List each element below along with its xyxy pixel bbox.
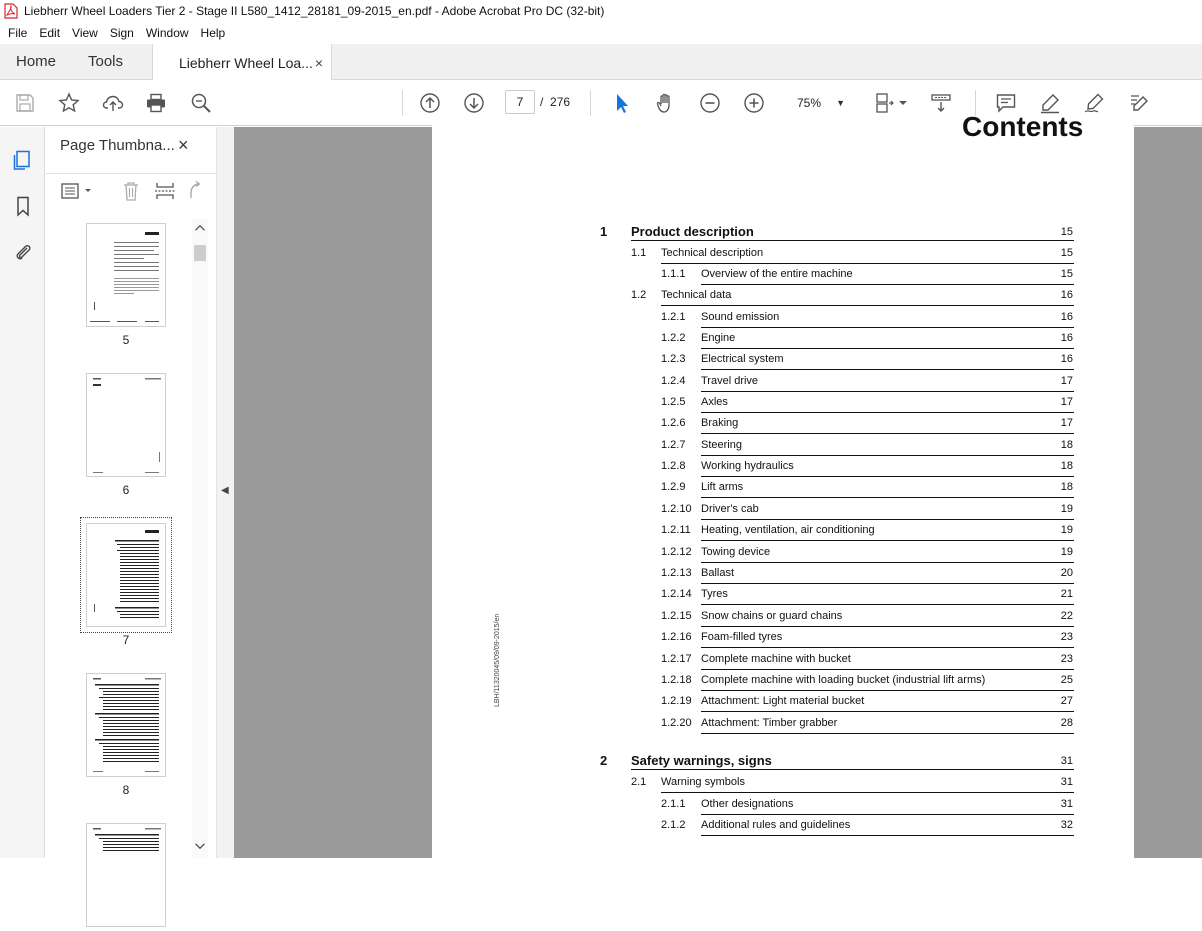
toolbar-divider xyxy=(590,90,591,116)
toc-number: 1.2.5 xyxy=(661,396,686,408)
delete-page-icon[interactable] xyxy=(120,180,142,202)
toc-page-number: 31 xyxy=(1060,798,1073,810)
tab-document[interactable] xyxy=(152,44,332,81)
page-separator: / xyxy=(540,95,544,109)
scrollbar-thumb[interactable] xyxy=(194,245,206,261)
toc-title: Foam-filled tyres xyxy=(701,631,1074,648)
toc-entry[interactable] xyxy=(432,287,1134,307)
toc-title: Attachment: Light material bucket xyxy=(701,695,1074,712)
toc-title: Engine xyxy=(701,332,1074,349)
toc-number: 1.2.3 xyxy=(661,353,686,365)
thumbnail-label: 5 xyxy=(122,333,130,347)
close-panel-icon[interactable]: × xyxy=(178,135,189,155)
toc-page-number: 19 xyxy=(1060,503,1073,515)
toc-number: 1.2.20 xyxy=(661,717,692,729)
toc-number: 1.2.14 xyxy=(661,588,692,600)
toc-entry[interactable] xyxy=(432,544,1134,564)
toc-title: Heating, ventilation, air conditioning xyxy=(701,524,1074,541)
toc-title: Snow chains or guard chains xyxy=(701,610,1074,627)
save-icon[interactable] xyxy=(12,90,38,116)
tab-bar xyxy=(0,44,1202,80)
toc-entry[interactable] xyxy=(432,394,1134,414)
zoom-search-icon[interactable] xyxy=(188,90,214,116)
toc-title: Sound emission xyxy=(701,311,1074,328)
sign-pen-icon[interactable] xyxy=(1081,90,1107,116)
toc-page-number: 16 xyxy=(1060,311,1073,323)
toc-title: Steering xyxy=(701,439,1074,456)
chevron-down-icon: ▼ xyxy=(836,98,845,108)
document-code: LBH/11320045/09/09-2015/en xyxy=(494,613,501,707)
select-cursor-icon[interactable] xyxy=(609,90,635,116)
toc-title: Technical data xyxy=(661,289,1074,306)
thumbnails-panel-title: Page Thumbna... xyxy=(60,137,175,154)
page-fit-icon[interactable] xyxy=(872,90,898,116)
toc-page-number: 16 xyxy=(1060,353,1073,365)
tab-tools[interactable]: Tools xyxy=(88,53,124,70)
toc-number: 1.2.9 xyxy=(661,481,686,493)
toc-entry[interactable] xyxy=(432,522,1134,542)
title-bar xyxy=(0,0,1202,22)
page-heading: Contents xyxy=(962,111,1084,142)
toc-entry[interactable] xyxy=(432,415,1134,435)
toc-entry[interactable] xyxy=(432,373,1134,393)
upload-cloud-icon[interactable] xyxy=(100,90,126,116)
toc-title: Electrical system xyxy=(701,353,1074,370)
toc-entry[interactable] xyxy=(432,458,1134,478)
toc-page-number: 17 xyxy=(1060,417,1073,429)
toolbar-divider xyxy=(402,90,403,116)
toc-title: Complete machine with bucket xyxy=(701,653,1074,670)
toc-page-number: 20 xyxy=(1060,567,1073,579)
page-thumbnail[interactable] xyxy=(86,673,166,777)
page-thumbnail-selected[interactable] xyxy=(86,523,166,627)
toc-page-number: 17 xyxy=(1060,396,1073,408)
toc-entry[interactable] xyxy=(432,479,1134,499)
collapse-left-icon[interactable]: ◀ xyxy=(221,485,229,496)
toc-entry[interactable] xyxy=(432,715,1134,735)
toc-number: 1.2.6 xyxy=(661,417,686,429)
toc-page-number: 23 xyxy=(1060,631,1073,643)
toc-number: 1.2.16 xyxy=(661,631,692,643)
toc-title: Axles xyxy=(701,396,1074,413)
thumbnail-label: 7 xyxy=(122,633,130,647)
thumbnail-options-icon[interactable] xyxy=(60,180,94,202)
toc-title: Complete machine with loading bucket (industrial lift arms) xyxy=(701,674,1074,691)
toc-page-number: 16 xyxy=(1060,289,1073,301)
toc-title: Other designations xyxy=(701,798,1074,815)
toc-page-number: 19 xyxy=(1060,524,1073,536)
toc-title: Travel drive xyxy=(701,375,1074,392)
toc-number: 1 xyxy=(600,224,608,239)
page-thumbnails-icon[interactable] xyxy=(10,147,36,173)
scroll-down-icon[interactable] xyxy=(194,841,206,851)
menu-help[interactable]: Help xyxy=(200,26,226,40)
previous-page-icon[interactable] xyxy=(417,90,443,116)
menu-edit[interactable]: Edit xyxy=(39,26,61,40)
toc-page-number: 23 xyxy=(1060,653,1073,665)
tab-home[interactable]: Home xyxy=(16,53,57,70)
toc-number: 1.2.4 xyxy=(661,375,686,387)
total-pages: 276 xyxy=(550,95,571,109)
toc-number: 2.1 xyxy=(631,776,647,788)
toc-number: 1.2.7 xyxy=(661,439,686,451)
thumbnail-label: 6 xyxy=(122,483,130,497)
toc-page-number: 27 xyxy=(1060,695,1073,707)
toc-entry[interactable] xyxy=(432,245,1134,265)
acrobat-pdf-icon xyxy=(4,3,18,19)
toc-title: Attachment: Timber grabber xyxy=(701,717,1074,734)
toc-entry[interactable] xyxy=(432,565,1134,585)
page-thumbnail[interactable] xyxy=(86,823,166,927)
toc-number: 1.2.8 xyxy=(661,460,686,472)
toc-number: 1.2 xyxy=(631,289,647,301)
toc-entry[interactable] xyxy=(432,629,1134,649)
toc-title: Tyres xyxy=(701,588,1074,605)
page-thumbnail[interactable] xyxy=(86,373,166,477)
toc-title: Working hydraulics xyxy=(701,460,1074,477)
page-number-input[interactable]: 7 xyxy=(505,90,535,114)
bookmark-star-icon[interactable] xyxy=(56,90,82,116)
hand-tool-icon[interactable] xyxy=(653,90,679,116)
toc-entry[interactable] xyxy=(432,437,1134,457)
toc-number: 2.1.2 xyxy=(661,819,686,831)
toc-number: 1.2.12 xyxy=(661,546,692,558)
toc-page-number: 15 xyxy=(1060,268,1073,280)
toc-entry[interactable] xyxy=(432,224,1134,244)
toc-page-number: 18 xyxy=(1060,439,1073,451)
toc-entry[interactable] xyxy=(432,817,1134,837)
toc-page-number: 21 xyxy=(1060,588,1073,600)
toc-number: 1.2.1 xyxy=(661,311,686,323)
toc-title: Ballast xyxy=(701,567,1074,584)
toc-page-number: 28 xyxy=(1060,717,1073,729)
thumbnail-list xyxy=(46,219,194,858)
scroll-up-icon[interactable] xyxy=(194,223,206,233)
toc-entry[interactable] xyxy=(432,753,1134,773)
toc-title: Lift arms xyxy=(701,481,1074,498)
menu-view[interactable]: View xyxy=(72,26,98,40)
zoom-in-icon[interactable] xyxy=(741,90,767,116)
toc-title: Towing device xyxy=(701,546,1074,563)
toc-page-number: 18 xyxy=(1060,481,1073,493)
toc-entry[interactable] xyxy=(432,774,1134,794)
toc-entry[interactable] xyxy=(432,266,1134,286)
toc-title: Overview of the entire machine xyxy=(701,268,1074,285)
toc-entry[interactable] xyxy=(432,309,1134,329)
toc-entry[interactable] xyxy=(432,330,1134,350)
toc-entry[interactable] xyxy=(432,796,1134,816)
toc-number: 2 xyxy=(600,753,608,768)
toc-page-number: 32 xyxy=(1060,819,1073,831)
attachments-paperclip-icon[interactable] xyxy=(10,239,36,265)
close-tab-icon[interactable]: × xyxy=(314,54,323,71)
page-thumbnail[interactable] xyxy=(86,223,166,327)
thumbnails-toolbar xyxy=(46,173,216,207)
menu-window[interactable]: Window xyxy=(145,26,189,40)
toc-page-number: 15 xyxy=(1060,247,1073,259)
toc-title: Technical description xyxy=(661,247,1074,264)
toc-number: 1.2.10 xyxy=(661,503,692,515)
menu-sign[interactable]: Sign xyxy=(109,26,134,40)
toc-entry[interactable] xyxy=(432,586,1134,606)
thumbnails-panel xyxy=(46,127,216,858)
toc-title: Driver's cab xyxy=(701,503,1074,520)
toc-number: 1.2.15 xyxy=(661,610,692,622)
toc-entry[interactable] xyxy=(432,672,1134,692)
navigation-rail xyxy=(0,127,45,858)
toc-page-number: 17 xyxy=(1060,375,1073,387)
edit-pdf-icon[interactable] xyxy=(1125,90,1151,116)
toc-title: Warning symbols xyxy=(661,776,1074,793)
zoom-out-icon[interactable] xyxy=(697,90,723,116)
bookmarks-icon[interactable] xyxy=(10,193,36,219)
toc-title: Safety warnings, signs xyxy=(631,753,1074,770)
toc-title: Product description xyxy=(631,224,1074,241)
toc-entry[interactable] xyxy=(432,693,1134,713)
toc-title: Braking xyxy=(701,417,1074,434)
toc-page-number: 22 xyxy=(1060,610,1073,622)
toc-entry[interactable] xyxy=(432,501,1134,521)
pdf-page xyxy=(432,111,1134,877)
insert-page-icon[interactable] xyxy=(154,180,176,202)
menu-bar xyxy=(0,22,1202,44)
menu-file[interactable]: File xyxy=(8,26,28,40)
toc-number: 1.2.19 xyxy=(661,695,692,707)
toc-page-number: 16 xyxy=(1060,332,1073,344)
toc-page-number: 18 xyxy=(1060,460,1073,472)
toc-number: 1.2.2 xyxy=(661,332,686,344)
next-page-icon[interactable] xyxy=(461,90,487,116)
window-title: Liebherr Wheel Loaders Tier 2 - Stage II L580_1412_28181_09-2015_en.pdf - Adobe Acrobat Pro DC (32-bit) xyxy=(24,4,605,18)
thumbnails-scrollbar[interactable] xyxy=(192,219,208,858)
thumbnail-label: 8 xyxy=(122,783,130,797)
toc-title: Additional rules and guidelines xyxy=(701,819,1074,836)
page-count xyxy=(540,95,570,109)
toc-number: 1.1.1 xyxy=(661,268,686,280)
toc-entry[interactable] xyxy=(432,608,1134,628)
document-view[interactable] xyxy=(234,111,1202,858)
toc-page-number: 25 xyxy=(1060,674,1073,686)
toc-page-number: 31 xyxy=(1060,755,1073,767)
toc-number: 1.2.13 xyxy=(661,567,692,579)
tab-document-label: Liebherr Wheel Loa... xyxy=(179,54,313,71)
scroll-mode-icon[interactable] xyxy=(928,90,954,116)
panel-collapse-handle[interactable] xyxy=(216,127,234,858)
toc-entry[interactable] xyxy=(432,351,1134,371)
page-fit-dropdown-icon[interactable] xyxy=(896,90,910,116)
toc-number: 2.1.1 xyxy=(661,798,686,810)
print-icon[interactable] xyxy=(143,90,169,116)
toc-entry[interactable] xyxy=(432,651,1134,671)
toc-page-number: 19 xyxy=(1060,546,1073,558)
toc-number: 1.2.17 xyxy=(661,653,692,665)
zoom-value: 75% xyxy=(797,96,822,110)
rotate-page-icon[interactable] xyxy=(184,180,206,202)
toc-number: 1.2.11 xyxy=(661,524,691,536)
toc-number: 1.1 xyxy=(631,247,647,259)
zoom-select[interactable] xyxy=(786,90,852,114)
toc-page-number: 15 xyxy=(1060,226,1073,238)
toc-number: 1.2.18 xyxy=(661,674,692,686)
toc-page-number: 31 xyxy=(1060,776,1073,788)
